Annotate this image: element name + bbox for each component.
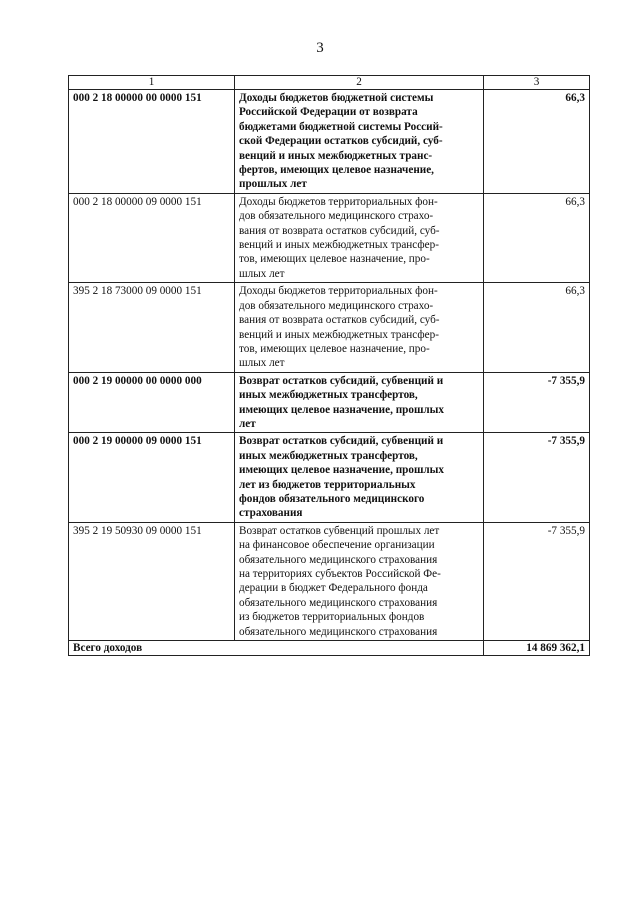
revenue-name-line: прошлых лет	[239, 178, 307, 191]
revenue-name	[235, 372, 484, 433]
total-amount: 14 869 362,1	[484, 641, 590, 656]
revenue-name-line: обязательного медицинского страхования	[239, 625, 438, 638]
column-number-row	[69, 76, 590, 90]
revenue-name-line: дов обязательного медицинского страхо-	[239, 299, 434, 312]
table-row	[69, 283, 590, 372]
revenue-name-line: иных межбюджетных трансфертов,	[239, 389, 418, 402]
revenue-name-line: имеющих целевое назначение, прошлых	[239, 464, 445, 477]
table-body	[69, 90, 590, 641]
total-row	[69, 641, 590, 656]
table-row	[69, 193, 590, 282]
classification-code: 000 2 18 00000 00 0000 151	[69, 90, 235, 194]
revenue-name-line: фондов обязательного медицинского	[239, 492, 425, 505]
classification-code: 395 2 18 73000 09 0000 151	[69, 283, 235, 372]
column-header-2: 2	[235, 76, 484, 90]
amount-value: 66,3	[484, 283, 590, 372]
table-row	[69, 522, 590, 640]
column-header-3: 3	[484, 76, 590, 90]
amount-value: 66,3	[484, 193, 590, 282]
amount-value: -7 355,9	[484, 372, 590, 433]
revenue-name-line: Российской Федерации от возврата	[239, 106, 418, 119]
revenue-table	[68, 75, 590, 656]
revenue-name-line: венций и иных межбюджетных трансфер-	[239, 239, 439, 252]
revenue-name-line: Возврат остатков субвенций прошлых лет	[239, 524, 440, 537]
amount-value: 66,3	[484, 90, 590, 194]
revenue-name	[235, 193, 484, 282]
revenue-name-line: лет из бюджетов территориальных	[239, 478, 416, 491]
classification-code: 395 2 19 50930 09 0000 151	[69, 522, 235, 640]
revenue-name-line: дерации в бюджет Федерального фонда	[239, 582, 428, 595]
revenue-name-line: иных межбюджетных трансфертов,	[239, 449, 418, 462]
revenue-name-line: ской Федерации остатков субсидий, суб-	[239, 135, 443, 148]
revenue-name-line: лет	[239, 417, 256, 430]
revenue-name-line: Доходы бюджетов территориальных фон-	[239, 195, 438, 208]
revenue-name-line: обязательного медицинского страхования	[239, 596, 438, 609]
total-label: Всего доходов	[69, 641, 484, 656]
revenue-name-line: на территориях субъектов Российской Фе-	[239, 568, 441, 580]
revenue-name-line: на финансовое обеспечение организации	[239, 539, 435, 552]
revenue-name-line: шлых лет	[239, 357, 285, 370]
revenue-name-line: Доходы бюджетов территориальных фон-	[239, 285, 438, 298]
table-row	[69, 372, 590, 433]
revenue-name-line: Возврат остатков субсидий, субвенций и	[239, 435, 444, 448]
revenue-name-line: Возврат остатков субсидий, субвенций и	[239, 374, 444, 387]
revenue-name-line: страхования	[239, 507, 303, 520]
revenue-name-line: Доходы бюджетов бюджетной системы	[239, 92, 434, 104]
page-number: 3	[316, 40, 324, 56]
column-header-1: 1	[69, 76, 235, 90]
revenue-name	[235, 522, 484, 640]
amount-value: -7 355,9	[484, 522, 590, 640]
revenue-name-line: вания от возврата остатков субсидий, суб-	[239, 224, 440, 237]
revenue-name-line: обязательного медицинского страхования	[239, 553, 438, 566]
classification-code: 000 2 18 00000 09 0000 151	[69, 193, 235, 282]
revenue-name	[235, 283, 484, 372]
classification-code: 000 2 19 00000 00 0000 000	[69, 372, 235, 433]
revenue-name-line: тов, имеющих целевое назначение, про-	[239, 342, 430, 355]
table-row	[69, 433, 590, 522]
revenue-name-line: фертов, имеющих целевое назначение,	[239, 164, 434, 177]
revenue-name-line: тов, имеющих целевое назначение, про-	[239, 253, 430, 266]
amount-value: -7 355,9	[484, 433, 590, 522]
revenue-name-line: шлых лет	[239, 267, 285, 280]
revenue-name-line: венций и иных межбюджетных транс-	[239, 149, 433, 162]
revenue-name	[235, 433, 484, 522]
revenue-name-line: бюджетами бюджетной системы Россий-	[239, 120, 443, 133]
revenue-name-line: вания от возврата остатков субсидий, суб-	[239, 314, 440, 327]
revenue-name-line: из бюджетов территориальных фондов	[239, 611, 425, 624]
revenue-name-line: дов обязательного медицинского страхо-	[239, 210, 434, 223]
classification-code: 000 2 19 00000 09 0000 151	[69, 433, 235, 522]
revenue-name-line: имеющих целевое назначение, прошлых	[239, 403, 445, 416]
table-row	[69, 90, 590, 194]
revenue-name-line: венций и иных межбюджетных трансфер-	[239, 328, 439, 341]
revenue-name	[235, 90, 484, 194]
